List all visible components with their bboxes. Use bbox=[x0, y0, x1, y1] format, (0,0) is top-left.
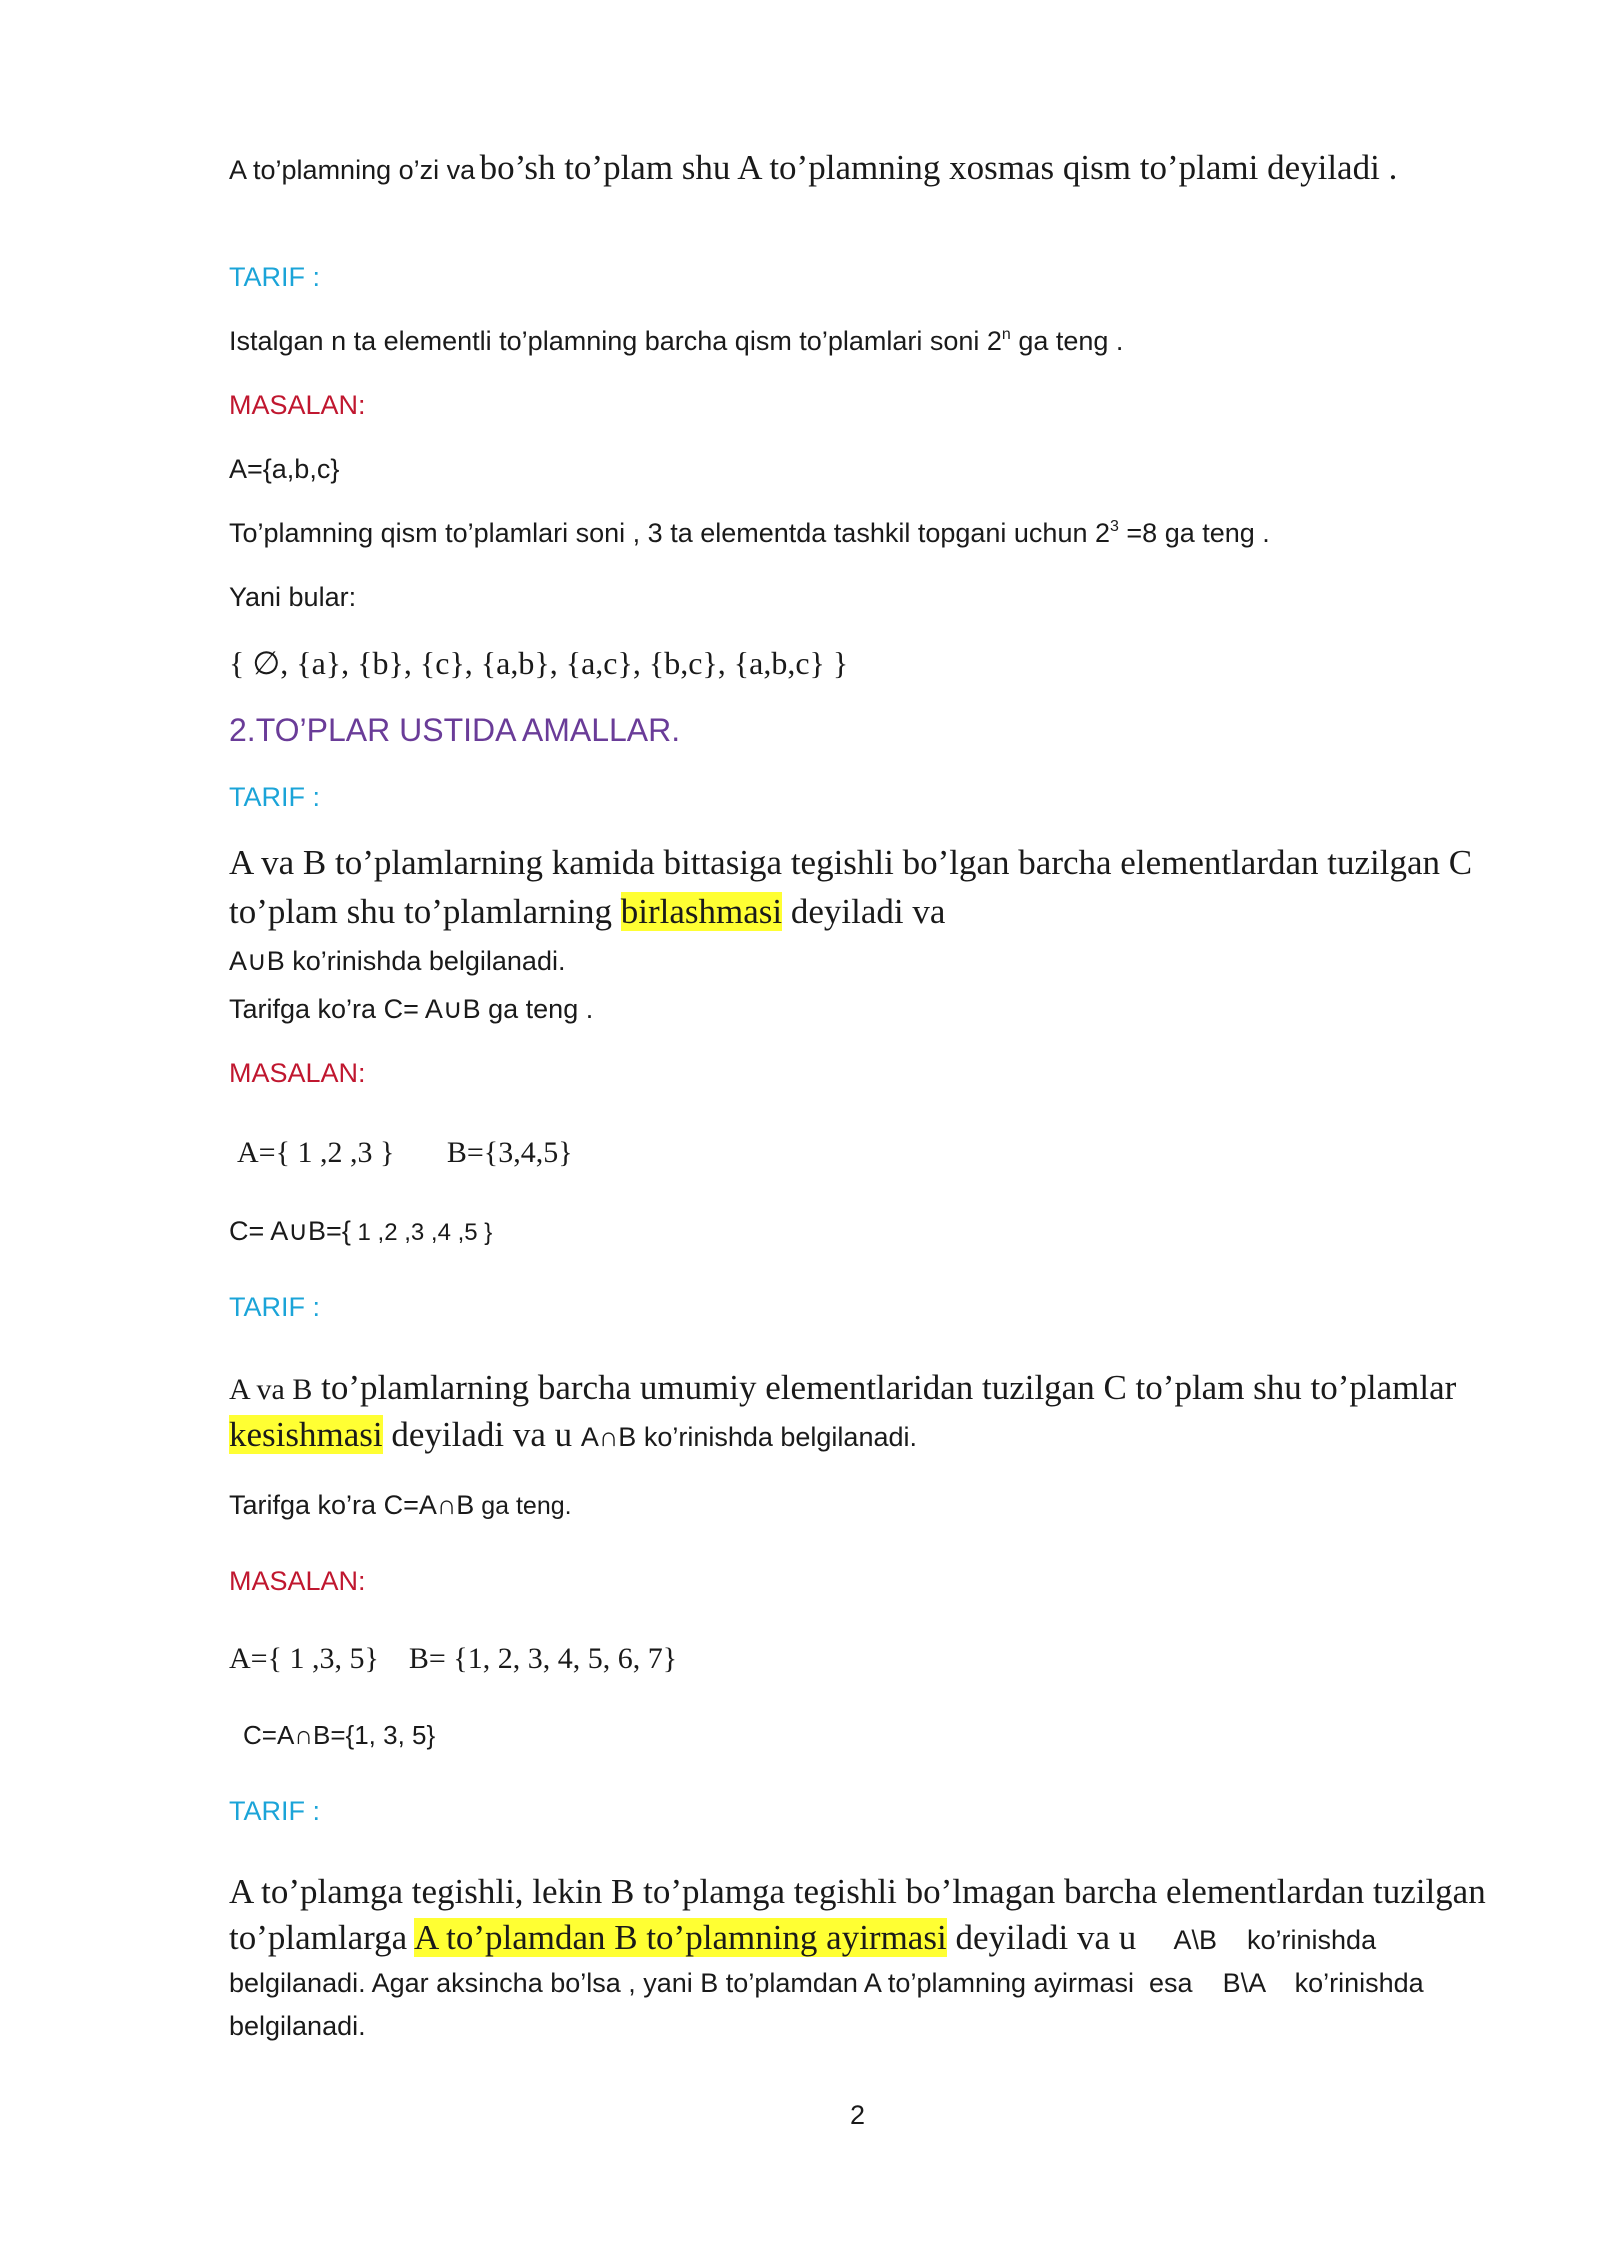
intersection-equation bbox=[229, 1490, 1490, 1521]
union-definition bbox=[229, 842, 1490, 987]
masalan-heading: MASALAN: bbox=[229, 1566, 366, 1596]
highlighted-term: A to’plamdan B to’plamning ayirmasi bbox=[414, 1918, 947, 1957]
union-equation: Tarifga ko’ra C= A∪B ga teng . bbox=[229, 994, 594, 1024]
text-run: A to’plamga tegishli, lekin B to’plamga tegishli bo’lmagan barcha elementlardan tuzilgan to’plamlarga bbox=[229, 1872, 1486, 1957]
text-run: bo’sh to’plam shu A to’plamning xosmas qism to’plami deyiladi . bbox=[479, 148, 1398, 187]
paragraph-subset-count bbox=[229, 326, 1490, 357]
text-run: A va B to’plamlarning kamida bittasiga tegishli bo’lgan barcha elementlardan tuzilgan C to’plam shu to’plamlarning bbox=[229, 843, 1473, 931]
superscript: n bbox=[1001, 326, 1011, 343]
page-number: 2 bbox=[849, 2100, 866, 2130]
text-run: Tarifga ko’ra C=A∩B bbox=[229, 1490, 475, 1520]
text-run: Istalgan n ta elementli to’plamning barcha qism to’plamlari soni 2 bbox=[229, 326, 1002, 356]
text-run: A\B ko’rinishda belgilanadi. Agar aksincha bo’lsa , yani B to’plamdan A to’plamning ayirmasi esa B\A ko’rinishda belgilanadi. bbox=[229, 1925, 1432, 2041]
yani-bular: Yani bular: bbox=[229, 582, 357, 612]
text-run: deyiladi va bbox=[782, 892, 946, 931]
text-run: ga teng. bbox=[474, 1492, 572, 1520]
masalan-heading: MASALAN: bbox=[229, 1058, 366, 1088]
text-run: A∩B ko’rinishda belgilanadi. bbox=[580, 1422, 917, 1452]
text-run: A va B bbox=[229, 1373, 313, 1406]
highlighted-term: birlashmasi bbox=[620, 892, 783, 931]
paragraph-subset-example bbox=[229, 518, 1490, 549]
difference-definition bbox=[229, 1872, 1490, 2050]
text-run: C= A∪B={ bbox=[229, 1216, 351, 1246]
text-run: A to’plamning o’zi va bbox=[229, 155, 476, 185]
tarif-heading: TARIF : bbox=[229, 262, 320, 292]
masalan-heading: MASALAN: bbox=[229, 390, 366, 420]
text-run: =8 ga teng . bbox=[1118, 518, 1270, 548]
text-run: To’plamning qism to’plamlari soni , 3 ta elementda tashkil topgani uchun 2 bbox=[229, 518, 1110, 548]
intersection-example-result: C=A∩B={1, 3, 5} bbox=[243, 1720, 436, 1750]
union-example-sets: A={ 1 ,2 ,3 } B={3,4,5} bbox=[237, 1136, 573, 1169]
paragraph-improper-subset bbox=[229, 148, 1490, 195]
text-run: to’plamlarning barcha umumiy elementlaridan tuzilgan C to’plam shu to’plamlar bbox=[312, 1368, 1457, 1407]
text-run: deyiladi va u bbox=[946, 1918, 1145, 1957]
superscript: 3 bbox=[1110, 518, 1119, 535]
text-run: A∪B ko’rinishda belgilanadi. bbox=[229, 946, 566, 976]
text-run: deyiladi va u bbox=[382, 1415, 581, 1454]
highlighted-term: kesishmasi bbox=[229, 1415, 383, 1454]
intersection-definition bbox=[229, 1368, 1490, 1462]
set-a-example: A={a,b,c} bbox=[229, 454, 340, 484]
tarif-heading: TARIF : bbox=[229, 1292, 320, 1322]
intersection-example-sets: A={ 1 ,3, 5} B= {1, 2, 3, 4, 5, 6, 7} bbox=[229, 1642, 678, 1675]
text-run: 1 ,2 ,3 ,4 ,5 } bbox=[350, 1219, 493, 1246]
section-heading: 2.TO’PLAR USTIDA AMALLAR. bbox=[229, 712, 681, 748]
text-run: ga teng . bbox=[1010, 326, 1124, 356]
tarif-heading: TARIF : bbox=[229, 1796, 320, 1826]
union-example-result bbox=[229, 1216, 1490, 1247]
tarif-heading: TARIF : bbox=[229, 782, 320, 812]
subsets-list: { ∅, {a}, {b}, {c}, {a,b}, {a,c}, {b,c}, {a,b,c} } bbox=[229, 645, 849, 681]
